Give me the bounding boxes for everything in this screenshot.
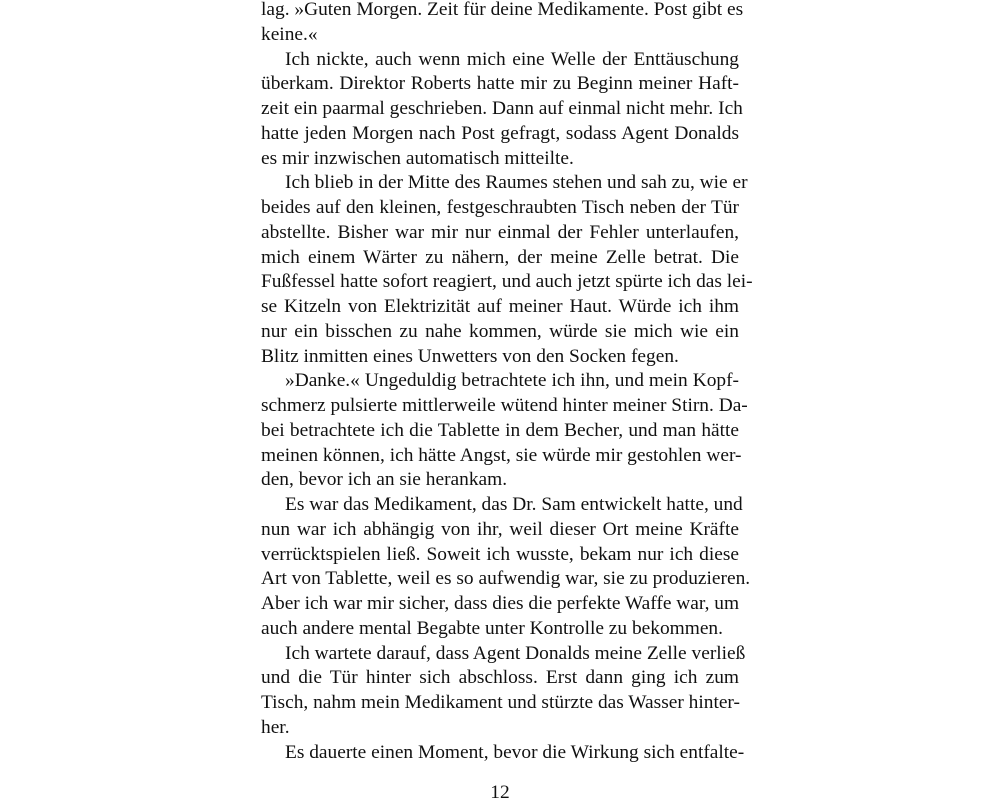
paragraph [261,642,746,741]
text-line: Es war das Medikament, das Dr. Sam entwickelt hatte, und [285,494,743,515]
text-line: lag. »Guten Morgen. Zeit für deine Medikamente. Post gibt es [261,0,744,20]
text-line: überkam. Direktor Roberts hatte mir zu Beginn meiner Haft- [261,73,739,95]
paragraph [261,493,751,642]
text-line: Ich nickte, auch wenn mich eine Welle der Enttäuschung [285,48,739,70]
text-line: abstellte. Bisher war mir nur einmal der Fehler unterlaufen, [261,221,739,243]
body-text [261,0,753,765]
text-line: bei betrachtete ich die Tablette in dem Becher, und man hätte [261,419,739,441]
text-line: se Kitzeln von Elektrizität auf meiner Haut. Würde ich ihm [261,296,739,317]
paragraph [261,48,743,172]
text-line: zeit ein paarmal geschrieben. Dann auf einmal nicht mehr. Ich [261,98,743,119]
text-line: beides auf den kleinen, festgeschraubten Tisch neben der Tür [261,197,739,218]
text-line: schmerz pulsierte mittlerweile wütend hinter meiner Stirn. Da- [261,395,748,416]
text-line: Art von Tablette, weil es so aufwendig war, sie zu produzieren. [261,568,751,590]
text-line: nun war ich abhängig von ihr, weil dieser Ort meine Kräfte [261,518,739,540]
page-number: 12 [490,782,510,803]
text-line: Ich blieb in der Mitte des Raumes stehen und sah zu, wie er [285,172,748,194]
text-line: es mir inzwischen automatisch mitteilte. [261,147,574,169]
text-line: auch andere mental Begabte unter Kontrolle zu bekommen. [261,617,723,639]
text-line: Blitz inmitten eines Unwetters von den Socken fegen. [261,345,679,367]
text-line: keine.« [261,23,318,45]
paragraph [261,0,744,48]
text-line: nur ein bisschen zu nahe kommen, würde sie mich wie ein [261,320,739,342]
text-line: Fußfessel hatte sofort reagiert, und auch jetzt spürte ich das lei- [261,271,753,293]
text-line: mich einem Wärter zu nähern, der meine Zelle betrat. Die [261,246,739,268]
text-line: meinen können, ich hätte Angst, sie würde mir gestohlen wer- [261,444,742,466]
text-line: Tisch, nahm mein Medikament und stürzte das Wasser hinter- [261,692,740,713]
text-line: und die Tür hinter sich abschloss. Erst dann ging ich zum [261,667,739,689]
text-line: Ich wartete darauf, dass Agent Donalds meine Zelle verließ [285,642,746,664]
paragraph [261,171,753,369]
text-line: »Danke.« Ungeduldig betrachtete ich ihn, und mein Kopf- [285,370,739,392]
text-line: den, bevor ich an sie herankam. [261,469,508,491]
text-line: Es dauerte einen Moment, bevor die Wirkung sich entfalte- [285,741,745,763]
paragraph [261,741,745,766]
paragraph [261,369,748,493]
text-line: her. [261,716,290,738]
text-line: hatte jeden Morgen nach Post gefragt, sodass Agent Donalds [261,122,739,144]
text-line: Aber ich war mir sicher, dass dies die perfekte Waffe war, um [261,593,740,614]
text-line: verrücktspielen ließ. Soweit ich wusste, bekam nur ich diese [261,543,739,565]
